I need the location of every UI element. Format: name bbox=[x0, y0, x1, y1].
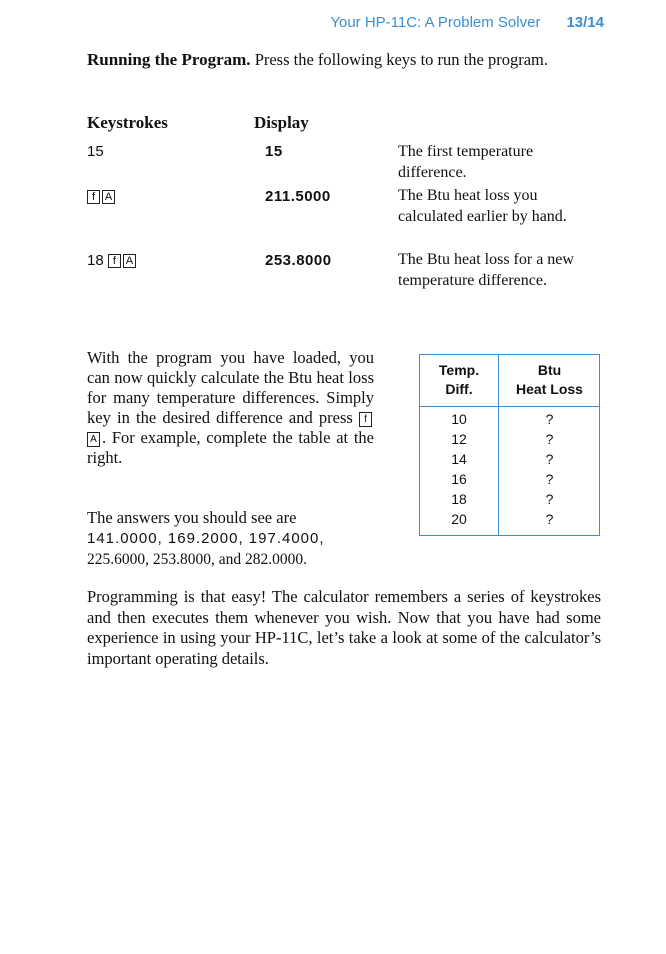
step-3-prefix: 18 bbox=[87, 252, 104, 269]
table-cell-diff: 18 bbox=[451, 491, 467, 507]
table-row bbox=[420, 409, 599, 429]
para1-before: With the program you have loaded, you can now quickly calculate the Btu heat loss for many temperature differences. Simply key in the desired difference and press bbox=[87, 348, 374, 427]
display-column-heading: Display bbox=[254, 113, 309, 132]
step-1-description: The first temperature difference. bbox=[398, 143, 534, 181]
table-cell-diff: 14 bbox=[451, 451, 467, 467]
table-header-temp-line1: Temp. bbox=[438, 362, 480, 378]
table-cell-loss: ? bbox=[545, 451, 554, 467]
closing-paragraph: Programming is that easy! The calculator remembers a series of keystrokes and then executes them whenever you wish. Now that you have had some experience in using your HP-11C, let’s take a look at some of the calculator’s important operating details. bbox=[87, 587, 601, 668]
step-1-prefix: 15 bbox=[87, 143, 104, 160]
table-header-btu-line2: Heat Loss bbox=[516, 381, 583, 397]
answers-numbers-line-2: 225.6000, 253.8000, and 282.0000. bbox=[87, 551, 308, 568]
table-header-divider bbox=[420, 406, 599, 407]
a-key-icon: A bbox=[123, 254, 136, 268]
table-cell-diff: 20 bbox=[451, 511, 467, 527]
header-title: Your HP-11C: A Problem Solver bbox=[330, 14, 541, 31]
answers-numbers-line-1: 141.0000, 169.2000, 197.4000, bbox=[87, 530, 325, 547]
table-row bbox=[420, 509, 599, 529]
table-cell-loss: ? bbox=[545, 431, 554, 447]
para1-after: . For example, complete the table at the right. bbox=[87, 428, 374, 467]
table-cell-loss: ? bbox=[545, 471, 554, 487]
page-header bbox=[330, 14, 604, 31]
table-row bbox=[420, 489, 599, 509]
table-cell-diff: 12 bbox=[451, 431, 467, 447]
f-key-icon: f bbox=[108, 254, 121, 268]
table-header-temp-diff bbox=[420, 361, 498, 399]
table-row bbox=[420, 469, 599, 489]
step-1-keystrokes bbox=[87, 143, 104, 160]
table-header-temp-line2: Diff. bbox=[445, 381, 473, 397]
step-3-keystrokes bbox=[87, 252, 138, 269]
table-row bbox=[420, 429, 599, 449]
page-number: 13/14 bbox=[566, 14, 604, 31]
step-2-description: The Btu heat loss you calculated earlier by hand. bbox=[398, 187, 567, 225]
step-2-display: 211.5000 bbox=[265, 188, 331, 205]
a-key-icon: A bbox=[102, 190, 115, 204]
table-cell-loss: ? bbox=[545, 511, 554, 527]
table-cell-diff: 10 bbox=[451, 411, 467, 427]
para2-text: The answers you should see are bbox=[87, 508, 297, 527]
table-header-btu-line1: Btu bbox=[537, 362, 562, 378]
table-cell-loss: ? bbox=[545, 491, 554, 507]
step-1-display: 15 bbox=[265, 143, 283, 160]
step-3-description: The Btu heat loss for a new temperature difference. bbox=[398, 251, 574, 289]
step-3-display: 253.8000 bbox=[265, 252, 332, 269]
keystrokes-column-heading: Keystrokes bbox=[87, 113, 168, 132]
answers-paragraph bbox=[87, 508, 374, 570]
intro-paragraph bbox=[87, 50, 601, 70]
f-key-icon: f bbox=[87, 190, 100, 204]
table-header-heat-loss bbox=[499, 361, 600, 399]
table-cell-loss: ? bbox=[545, 411, 554, 427]
program-usage-paragraph bbox=[87, 348, 374, 468]
a-key-icon: A bbox=[87, 432, 100, 447]
step-2-keystrokes bbox=[87, 188, 117, 205]
intro-heading: Running the Program. bbox=[87, 50, 251, 69]
intro-text: Press the following keys to run the program. bbox=[254, 50, 548, 69]
f-key-icon: f bbox=[359, 412, 372, 427]
table-row bbox=[420, 449, 599, 469]
table-body bbox=[420, 409, 599, 529]
heat-loss-table bbox=[419, 354, 600, 536]
table-cell-diff: 16 bbox=[451, 471, 467, 487]
